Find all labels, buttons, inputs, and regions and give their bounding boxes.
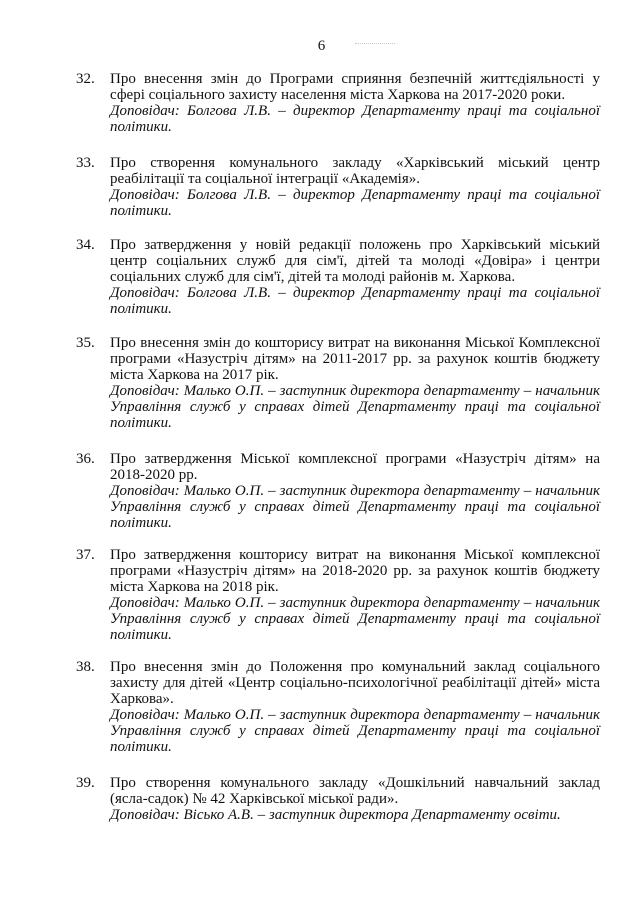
item-title: Про затвердження кошторису витрат на виконання Міської комплексної програми «Назустріч дітям» на 2018-2020 рр. за рахунок коштів бюджету міста Харкова на 2018 рік. [110,547,600,595]
item-number: 38. [76,659,95,675]
item-title: Про створення комунального закладу «Дошкільний навчальний заклад (ясла-садок) № 42 Харківської міської ради». [110,775,600,807]
item-number: 32. [76,71,95,87]
item-body [110,155,600,219]
agenda-item-37 [76,547,600,643]
item-body [110,71,600,135]
item-body [110,237,600,317]
item-body [110,659,600,755]
item-body [110,451,600,531]
item-body [110,335,600,431]
item-title: Про внесення змін до Положення про комунальний заклад соціального захисту для дітей «Центр соціально-психологічної реабілітації дітей» міста Харкова». [110,659,600,707]
item-body [110,547,600,643]
agenda-item-39 [76,775,600,823]
item-speaker: Доповідач: Малько О.П. – заступник директора департаменту – начальник Управління служб у справах дітей Департаменту праці та соціальної політики. [110,707,600,755]
agenda-item-36 [76,451,600,531]
item-speaker: Доповідач: Малько О.П. – заступник директора департаменту – начальник Управління служб у справах дітей Департаменту праці та соціальної політики. [110,595,600,643]
item-title: Про створення комунального закладу «Харківський міський центр реабілітації та соціальної інтеграції «Академія». [110,155,600,187]
item-speaker: Доповідач: Вісько А.В. – заступник директора Департаменту освіти. [110,807,561,823]
item-title: Про внесення змін до кошторису витрат на виконання Міської Комплексної програми «Назустріч дітям» на 2011-2017 рр. за рахунок коштів бюджету міста Харкова на 2017 рік. [110,335,600,383]
agenda-item-38 [76,659,600,755]
item-title: Про затвердження у новій редакції положень про Харківський міський центр соціальних служб для сім'ї, дітей та молоді «Довіра» і центри соціальних служб для сім'ї, дітей та молоді районів м. Харкова. [110,237,600,285]
item-body [110,775,600,823]
agenda-item-35 [76,335,600,431]
item-number: 36. [76,451,95,467]
item-number: 37. [76,547,95,563]
item-speaker: Доповідач: Малько О.П. – заступник директора департаменту – начальник Управління служб у справах дітей Департаменту праці та соціальної політики. [110,383,600,431]
agenda-item-33 [76,155,600,219]
item-number: 35. [76,335,95,351]
item-speaker: Доповідач: Болгова Л.В. – директор Департаменту праці та соціальної політики. [110,103,600,135]
item-title: Про затвердження Міської комплексної програми «Назустріч дітям» на 2018-2020 рр. [110,451,600,483]
item-title: Про внесення змін до Програми сприяння безпечній життєдіяльності у сфері соціального захисту населення міста Харкова на 2017-2020 роки. [110,71,600,103]
agenda-item-34 [76,237,600,317]
page-number: 6 [317,38,326,54]
item-number: 33. [76,155,95,171]
item-speaker: Доповідач: Болгова Л.В. – директор Департаменту праці та соціальної політики. [110,285,600,317]
item-speaker: Доповідач: Болгова Л.В. – директор Департаменту праці та соціальної політики. [110,187,600,219]
item-number: 34. [76,237,95,253]
item-number: 39. [76,775,95,791]
agenda-item-32 [76,71,600,135]
item-speaker: Доповідач: Малько О.П. – заступник директора департаменту – начальник Управління служб у справах дітей Департаменту праці та соціальної політики. [110,483,600,531]
